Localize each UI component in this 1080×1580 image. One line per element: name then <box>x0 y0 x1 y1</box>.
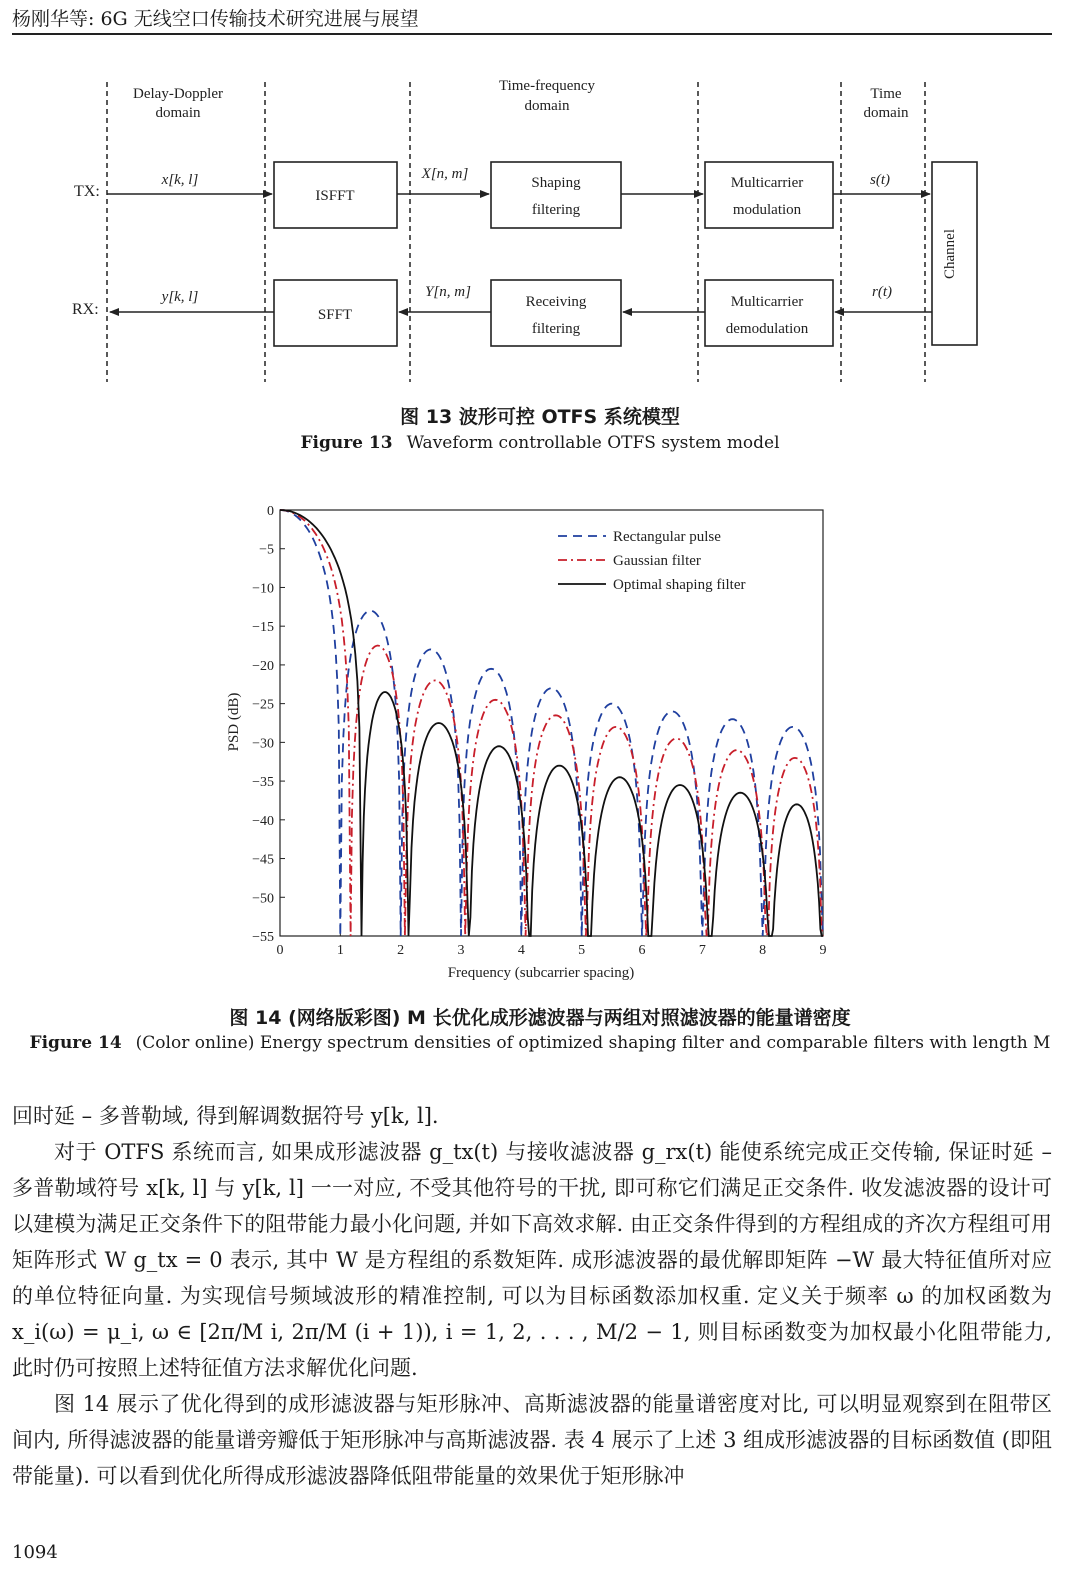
figure-13-caption-zh: 图 13 波形可控 OTFS 系统模型 <box>400 406 680 428</box>
sfft-label: SFFT <box>317 307 353 323</box>
figure-14-caption-text: (Color online) Energy spectrum densities of optimized shaping filter and comparable filters with length M <box>135 1033 1051 1053</box>
y-tick-label: −25 <box>252 697 274 713</box>
figure-13-caption-en <box>0 433 1080 453</box>
x-tick-label: 0 <box>276 943 284 958</box>
y-tick-label: −40 <box>252 813 274 829</box>
running-title: 杨刚华等: 6G 无线空口传输技术研究进展与展望 <box>12 8 419 30</box>
mc-mod-label-2: modulation <box>732 202 802 218</box>
receiving-label-1: Receiving <box>525 294 587 310</box>
y-tick-label: −15 <box>252 620 274 636</box>
shaping-label-1: Shaping <box>531 175 581 191</box>
channel-label: Channel <box>942 229 958 279</box>
y-tick-label: 0 <box>267 504 274 519</box>
signal-s-t: s(t) <box>870 172 890 188</box>
mc-demod-label-1: Multicarrier <box>730 294 804 310</box>
mc-mod-label-1: Multicarrier <box>730 175 804 191</box>
y-tick-label: −20 <box>252 658 274 674</box>
rx-label: RX: <box>72 301 99 318</box>
mc-demod-label-2: demodulation <box>725 321 809 337</box>
y-tick-label: −50 <box>252 891 274 907</box>
figure-14-caption-zh: 图 14 (网络版彩图) M 长优化成形滤波器与两组对照滤波器的能量谱密度 <box>229 1007 851 1029</box>
figure-13-label: Figure 13 <box>300 433 393 453</box>
x-tick-label: 2 <box>397 943 405 958</box>
figure-14-label: Figure 14 <box>29 1033 122 1053</box>
x-tick-label: 4 <box>517 943 525 958</box>
signal-r-t: r(t) <box>872 284 892 300</box>
x-tick-label: 8 <box>759 943 767 958</box>
x-tick-label: 5 <box>578 943 586 958</box>
y-tick-label: −30 <box>252 736 274 752</box>
shaping-filter-block <box>491 162 621 228</box>
legend-label: Rectangular pulse <box>613 529 721 545</box>
figure-13-caption-text: Waveform controllable OTFS system model <box>406 433 780 453</box>
y-tick-label: −55 <box>252 930 274 945</box>
paragraph-2: 图 14 展示了优化得到的成形滤波器与矩形脉冲、高斯滤波器的能量谱密度对比, 可以明显观察到在阻带区间内, 所得滤波器的能量谱旁瓣低于矩形脉冲与高斯滤波器. 表 4 展示了上述 3 组成形滤波器的目标函数值 (即阻带能量). 可以看到优化所得成形滤波器降低阻带能量的效果优于矩形脉冲 <box>12 1392 1052 1488</box>
y-tick-label: −45 <box>252 852 274 868</box>
domain-dd-2: domain <box>155 105 201 121</box>
header-rule <box>12 33 1052 35</box>
paragraph-1: 对于 OTFS 系统而言, 如果成形滤波器 g_tx(t) 与接收滤波器 g_rx(t) 能使系统完成正交传输, 保证时延 – 多普勒域符号 x[k, l] 与 y[k, l] 一一对应, 不受其他符号的干扰, 即可称它们满足正交条件. 收发滤波器的设计可以建模为满足正交条件下的阻带能力最小化问题, 并如下高效求解. 由正交条件得到的方程组成的齐次方程组可用矩阵形式 W g_tx = 0 表示, 其中 W 是方程组的系数矩阵. 成形滤波器的最优解即矩阵 −W 最大特征值所对应的单位特征向量. 为实现信号频域波形的精准控制, 可以为目标函数添加权重. 定义关于频率 ω 的加权函数为 x_i(ω) = μ_i, ω ∈ [2π/M i, 2π/M (i + 1)), i = 1, 2, . . . , M/2 − 1, 则目标函数变为加权最小化阻带能力, 此时仍可按照上述特征值方法求解优化问题. <box>12 1140 1052 1380</box>
domain-dividers <box>107 82 925 382</box>
domain-t-2: domain <box>863 105 909 121</box>
y-tick-label: −35 <box>252 775 274 791</box>
x-tick-label: 9 <box>819 943 827 958</box>
x-tick-label: 3 <box>457 943 465 958</box>
x-axis-label: Frequency (subcarrier spacing) <box>447 965 635 981</box>
domain-t-1: Time <box>870 86 902 102</box>
multicarrier-modulation-block <box>705 162 833 228</box>
shaping-label-2: filtering <box>531 202 581 218</box>
signal-x-kl: x[k, l] <box>161 172 199 188</box>
figure-13-diagram <box>0 70 1080 390</box>
y-tick-label: −5 <box>259 542 274 558</box>
x-tick-label: 1 <box>336 943 344 958</box>
signal-Y-nm: Y[n, m] <box>425 284 471 300</box>
domain-tf-1: Time-frequency <box>498 78 596 94</box>
legend-label: Gaussian filter <box>613 553 701 569</box>
body-text <box>12 1098 1052 1494</box>
y-axis-label: PSD (dB) <box>226 692 242 752</box>
signal-X-nm: X[n, m] <box>421 166 469 182</box>
receiving-label-2: filtering <box>531 321 581 337</box>
series-line-3 <box>280 510 823 936</box>
domain-tf-2: domain <box>524 98 570 114</box>
y-tick-label: −10 <box>252 581 274 597</box>
page-number: 1094 <box>12 1542 58 1563</box>
figure-14-caption-en <box>0 1033 1080 1053</box>
paragraph-0: 回时延 – 多普勒域, 得到解调数据符号 y[k, l]. <box>12 1104 439 1128</box>
legend-label: Optimal shaping filter <box>613 577 746 593</box>
tx-label: TX: <box>74 183 100 200</box>
signal-y-kl: y[k, l] <box>161 289 199 305</box>
x-tick-label: 6 <box>638 943 646 958</box>
isfft-label: ISFFT <box>315 188 355 204</box>
legend <box>558 529 745 593</box>
domain-dd-1: Delay-Doppler <box>133 86 223 102</box>
x-tick-label: 7 <box>698 943 706 958</box>
figure-14-chart <box>0 490 1080 990</box>
